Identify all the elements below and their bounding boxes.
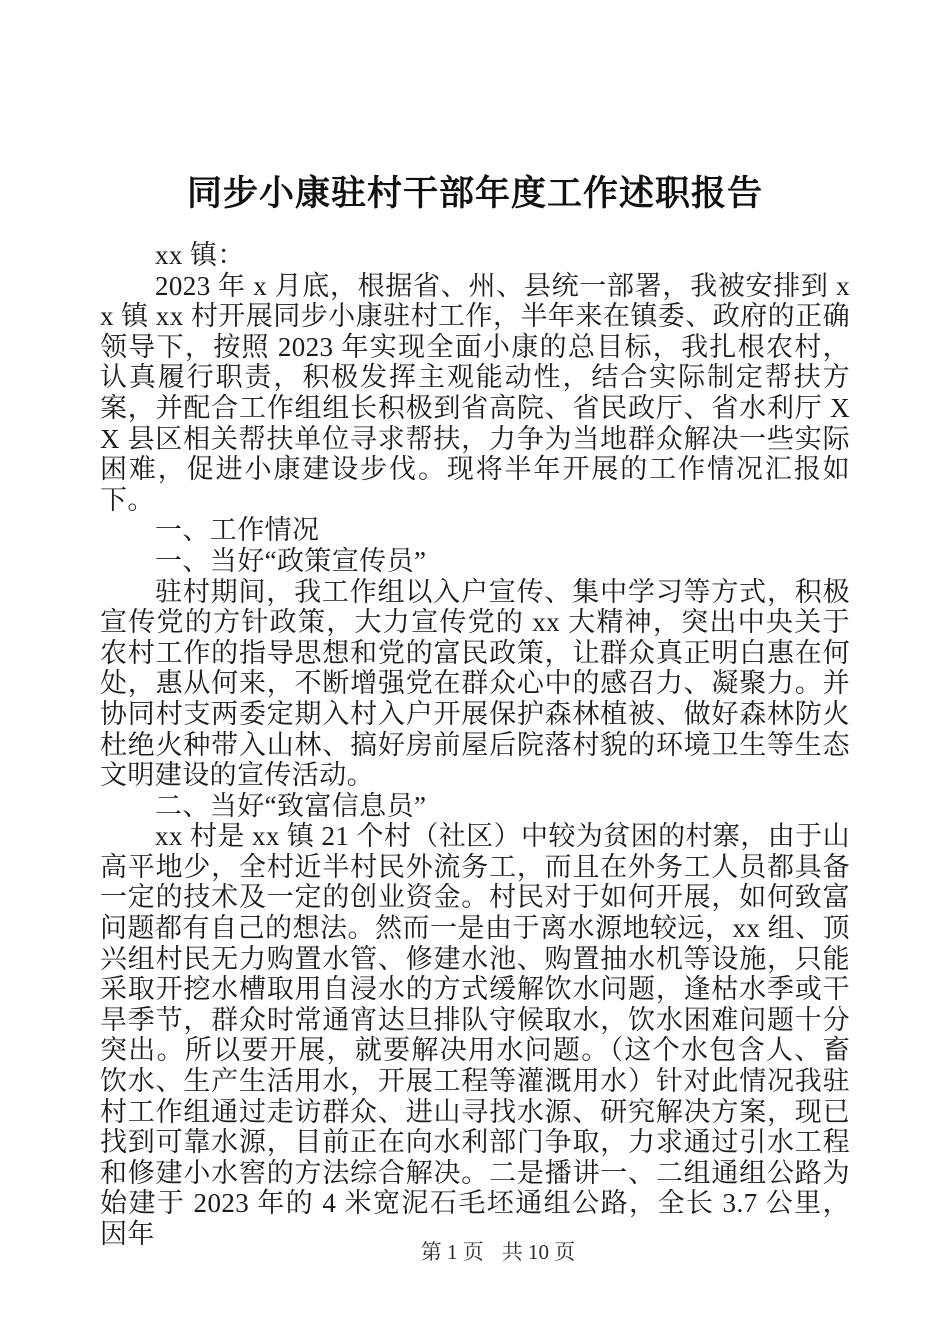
paragraph-prosperity-informer: xx 村是 xx 镇 21 个村（社区）中较为贫困的村寨，由于山高平地少，全村近半村民外流务工，而且在外务工人员都具备一定的技术及一定的创业资金。村民对于如何开展，如何致富问题都有自己的想法。然而一是由于离水源地较远，xx 组、顶兴组村民无力购置水管、修建水池、购置抽水机等设施，只能采取开挖水槽取用自浸水的方式缓解饮水问题，逢枯水季或干旱季节，群众时常通宵达旦排队守候取水，饮水困难问题十分突出。所以要开展，就要解决用水问题。（这个水包含人、畜饮水、生产生活用水，开展工程等灌溉用水）针对此情况我驻村工作组通过走访群众、进山寻找水源、研究解决方案，现已找到可靠水源，目前正在向水利部门争取，力求通过引水工程和修建小水窖的方法综合解决。二是播讲一、二组通组公路为始建于 2023 年的 4 米宽泥石毛坯通组公路，全长 3.7 公里，因年: [100, 821, 850, 1249]
paragraph-policy-propagandist: 驻村期间，我工作组以入户宣传、集中学习等方式，积极宣传党的方针政策，大力宣传党的 xx 大精神，突出中央关于农村工作的指导思想和党的富民政策，让群众真正明白惠在何处，惠从何来，不断增强党在群众心中的感召力、凝聚力。并协同村支两委定期入村入户开展保护森林植被、做好森林防火杜绝火种带入山林、搞好房前屋后院落村貌的环境卫生等生态文明建设的宣传活动。: [100, 576, 850, 791]
salutation: xx 镇：: [155, 240, 245, 270]
document-title: 同步小康驻村干部年度工作述职报告: [186, 174, 763, 213]
footer-total-pages: 共 10 页: [501, 1240, 576, 1264]
heading-work-situation: 一、工作情况: [155, 515, 320, 546]
document-content: [100, 172, 850, 1250]
page-footer: [0, 1240, 950, 1264]
footer-current-page: 第 1 页: [420, 1240, 484, 1264]
heading-prosperity-informer: 二、当好“致富信息员”: [155, 790, 427, 821]
heading-policy-propagandist: 一、当好“政策宣传员”: [155, 545, 427, 576]
paragraph-intro: 2023 年 x 月底，根据省、州、县统一部署，我被安排到 xx 镇 xx 村开展同步小康驻村工作，半年来在镇委、政府的正确领导下，按照 2023 年实现全面小康的总目标，我扎根农村，认真履行职责，积极发挥主观能动性，结合实际制定帮扶方案，并配合工作组组长积极到省高院、省民政厅、省水利厅 XX 县区相关帮扶单位寻求帮扶，力争为当地群众解决一些实际困难，促进小康建设步伐。现将半年开展的工作情况汇报如下。: [100, 270, 850, 515]
